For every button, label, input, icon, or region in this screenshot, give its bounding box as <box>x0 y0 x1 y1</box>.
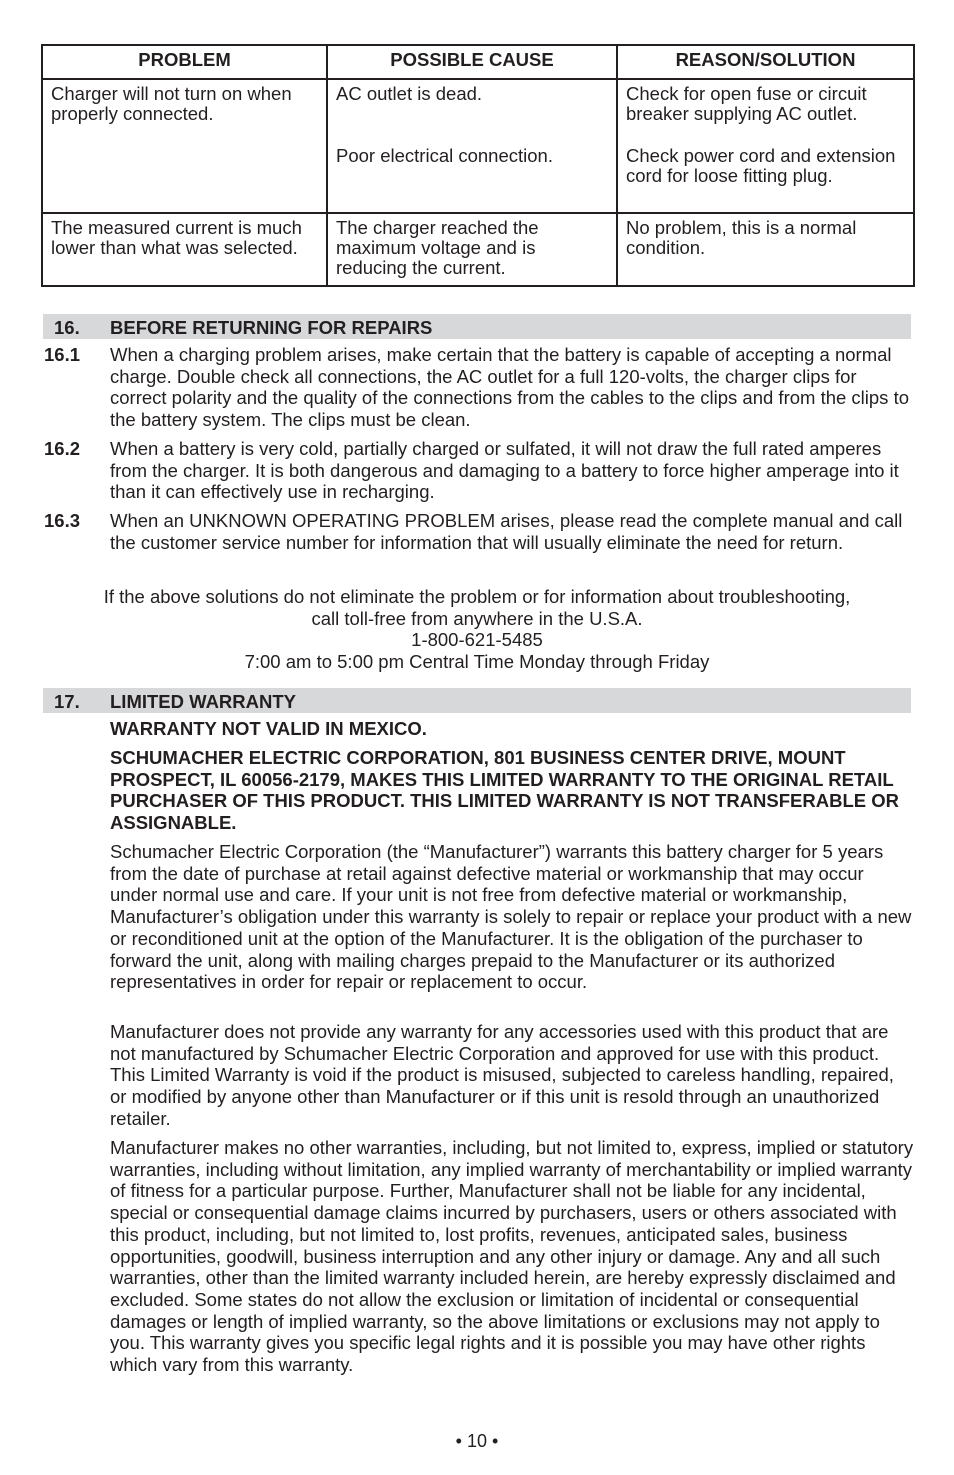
contact-line: call toll-free from anywhere in the U.S.A. <box>311 607 643 629</box>
warranty-not-valid-notice: WARRANTY NOT VALID IN MEXICO. <box>110 718 427 739</box>
page-number: • 10 • <box>455 1431 499 1451</box>
column-header-cause: POSSIBLE CAUSE <box>327 45 617 79</box>
problem-cell: The measured current is much lower than what was selected. <box>42 213 327 286</box>
table-row <box>42 213 914 286</box>
item-text: When an UNKNOWN OPERATING PROBLEM arises, please read the complete manual and call the customer service number for information that will usually eliminate the need for return. <box>110 510 903 553</box>
section-number: 17. <box>54 691 80 712</box>
solution-cell <box>617 79 914 213</box>
cause-cell: The charger reached the maximum voltage and is reducing the current. <box>327 213 617 286</box>
solution-text: Check for open fuse or circuit breaker supplying AC outlet. <box>626 83 867 124</box>
phone-number: 1-800-621-5485 <box>411 629 543 651</box>
warranty-company-statement: SCHUMACHER ELECTRIC CORPORATION, 801 BUSINESS CENTER DRIVE, MOUNT PROSPECT, IL 60056-2179, MAKES THIS LIMITED WARRANTY TO THE ORIGINAL RETAIL PURCHASER OF THIS PRODUCT. THIS LIMITED WARRANTY IS NOT TRANSFERABLE OR ASSIGNABLE. <box>110 747 900 834</box>
table-header-row <box>42 45 914 79</box>
item-number: 16.2 <box>44 438 81 459</box>
contact-line: If the above solutions do not eliminate the problem or for information about troubleshooting, <box>103 586 851 607</box>
item-number: 16.1 <box>44 344 81 365</box>
solution-cell: No problem, this is a normal condition. <box>617 213 914 286</box>
contact-info <box>40 586 914 673</box>
warranty-paragraph: Schumacher Electric Corporation (the “Manufacturer”) warrants this battery charger for 5 years from the date of purchase at retail against defective material or workmanship that may occur under normal use and care. If your unit is not free from defective material or workmanship, Manufacturer’s obligation under this warranty is solely to repair or replace your product with a new or reconditioned unit at the option of the Manufacturer. It is the obligation of the purchaser to forward the unit, along with mailing charges prepaid to the Manufacturer or its authorized representatives in order for repair or replacement to occur. <box>110 841 912 993</box>
business-hours: 7:00 am to 5:00 pm Central Time Monday through Friday <box>244 651 710 673</box>
cause-text: AC outlet is dead. <box>336 83 483 104</box>
column-header-problem: PROBLEM <box>42 45 327 79</box>
cause-text: Poor electrical connection. <box>336 145 553 166</box>
item-text: When a charging problem arises, make certain that the battery is capable of accepting a normal charge. Double check all connections, the AC outlet for a full 120-volts, the charger clips for correct polarity and the quality of the connections from the cables to the clips and from the clips to the battery system. The clips must be clean. <box>110 344 910 430</box>
section-title: LIMITED WARRANTY <box>110 691 297 712</box>
problem-text: Charger will not turn on when properly connected. <box>51 83 292 124</box>
warranty-paragraph: Manufacturer does not provide any warranty for any accessories used with this product that are not manufactured by Schumacher Electric Corporation and approved for use with this product. This Limited Warranty is void if the product is misused, subjected to careless handling, repaired, or modified by anyone other than Manufacturer or if this unit is resold through an unauthorized retailer. <box>110 1021 894 1129</box>
section-number: 16. <box>54 317 80 338</box>
section-16-header <box>43 314 911 339</box>
solution-text: Check power cord and extension cord for loose fitting plug. <box>626 145 896 186</box>
column-header-solution: REASON/SOLUTION <box>617 45 914 79</box>
section-17-header <box>43 688 911 713</box>
troubleshooting-table <box>41 44 915 287</box>
item-text: When a battery is very cold, partially charged or sulfated, it will not draw the full rated amperes from the charger. It is both dangerous and damaging to a battery to force higher amperage into it than it can effectively use in recharging. <box>110 438 899 502</box>
item-number: 16.3 <box>44 510 81 531</box>
warranty-paragraph: Manufacturer makes no other warranties, including, but not limited to, express, implied or statutory warranties, including without limitation, any implied warranty of merchantability or implied warranty of fitness for a particular purpose. Further, Manufacturer shall not be liable for any incidental, special or consequential damage claims incurred by purchasers, users or others associated with this product, including, but not limited to, lost profits, revenues, anticipated sales, business opportunities, goodwill, business interruption and any other injury or damage. Any and all such warranties, other than the limited warranty included herein, are hereby expressly disclaimed and excluded. Some states do not allow the exclusion or limitation of incidental or consequential damages or length of implied warranty, so the above limitations or exclusions may not apply to you. This warranty gives you specific legal rights and it is possible you may have other rights which vary from this warranty. <box>110 1137 914 1376</box>
section-title: BEFORE RETURNING FOR REPAIRS <box>110 317 433 338</box>
cause-cell <box>327 79 617 213</box>
problem-cell <box>42 79 327 213</box>
table-row <box>42 79 914 213</box>
